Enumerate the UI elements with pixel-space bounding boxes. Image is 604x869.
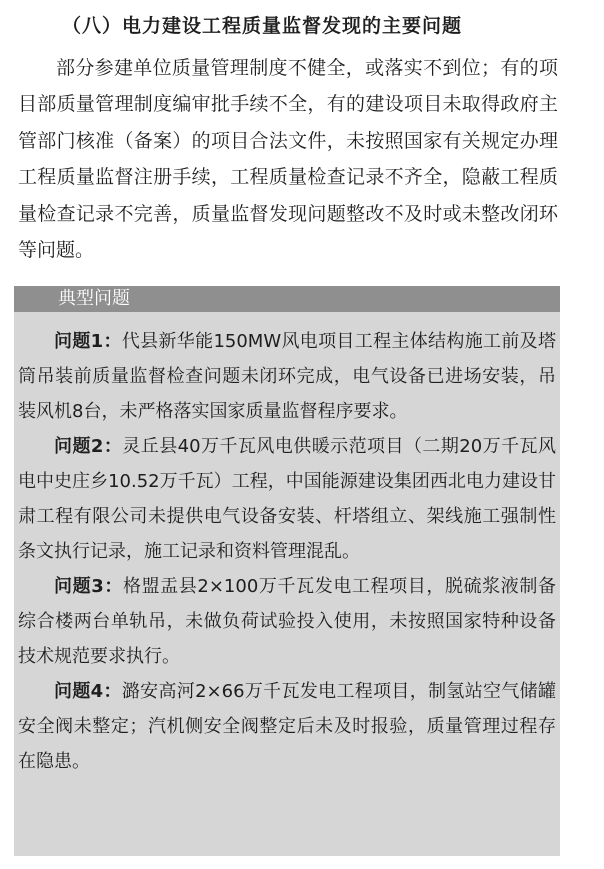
- problem-text: 代县新华能150MW风电项目工程主体结构施工前及塔筒吊装前质量监督检查问题未闭环完成，电气设备已进场安装，吊装风机8台，未严格落实国家质量监督程序要求。: [18, 331, 556, 422]
- problem-text: 灵丘县40万千瓦风电供暖示范项目（二期20万千瓦风电中史庄乡10.52万千瓦）工程，中国能源建设集团西北电力建设甘肃工程有限公司未提供电气设备安装、杆塔组立、架线施工强制性条文执行记录，施工记录和资料管理混乱。: [18, 436, 556, 562]
- problem-text: 格盟盂县2×100万千瓦发电工程项目，脱硫浆液制备综合楼两台单轨吊，未做负荷试验投入使用，未按照国家特种设备技术规范要求执行。: [18, 576, 557, 667]
- problem-item-3: [18, 569, 556, 674]
- problem-item-1: [18, 324, 556, 429]
- problem-item-2: [18, 429, 556, 569]
- problem-label: 问题3：: [54, 576, 123, 597]
- problem-label: 问题1：: [54, 331, 122, 352]
- problem-text: 潞安高河2×66万千瓦发电工程项目，制氢站空气储罐安全阀未整定；汽机侧安全阀整定后未及时报验，质量管理过程存在隐患。: [18, 681, 556, 772]
- typical-problems-body: [14, 312, 560, 779]
- section-title: （八）电力建设工程质量监督发现的主要问题: [62, 15, 463, 37]
- problem-item-4: [18, 674, 556, 779]
- intro-paragraph: 部分参建单位质量管理制度不健全，或落实不到位；有的项目部质量管理制度编审批手续不全，有的建设项目未取得政府主管部门核准（备案）的项目合法文件，未按照国家有关规定办理工程质量监督注册手续，工程质量检查记录不齐全，隐蔽工程质量检查记录不完善，质量监督发现问题整改不及时或未整改闭环等问题。: [18, 57, 558, 262]
- problem-label: 问题2：: [54, 436, 123, 457]
- problem-label: 问题4：: [54, 681, 122, 702]
- typical-problems-box: [14, 286, 560, 856]
- typical-problems-header: 典型问题: [14, 286, 560, 312]
